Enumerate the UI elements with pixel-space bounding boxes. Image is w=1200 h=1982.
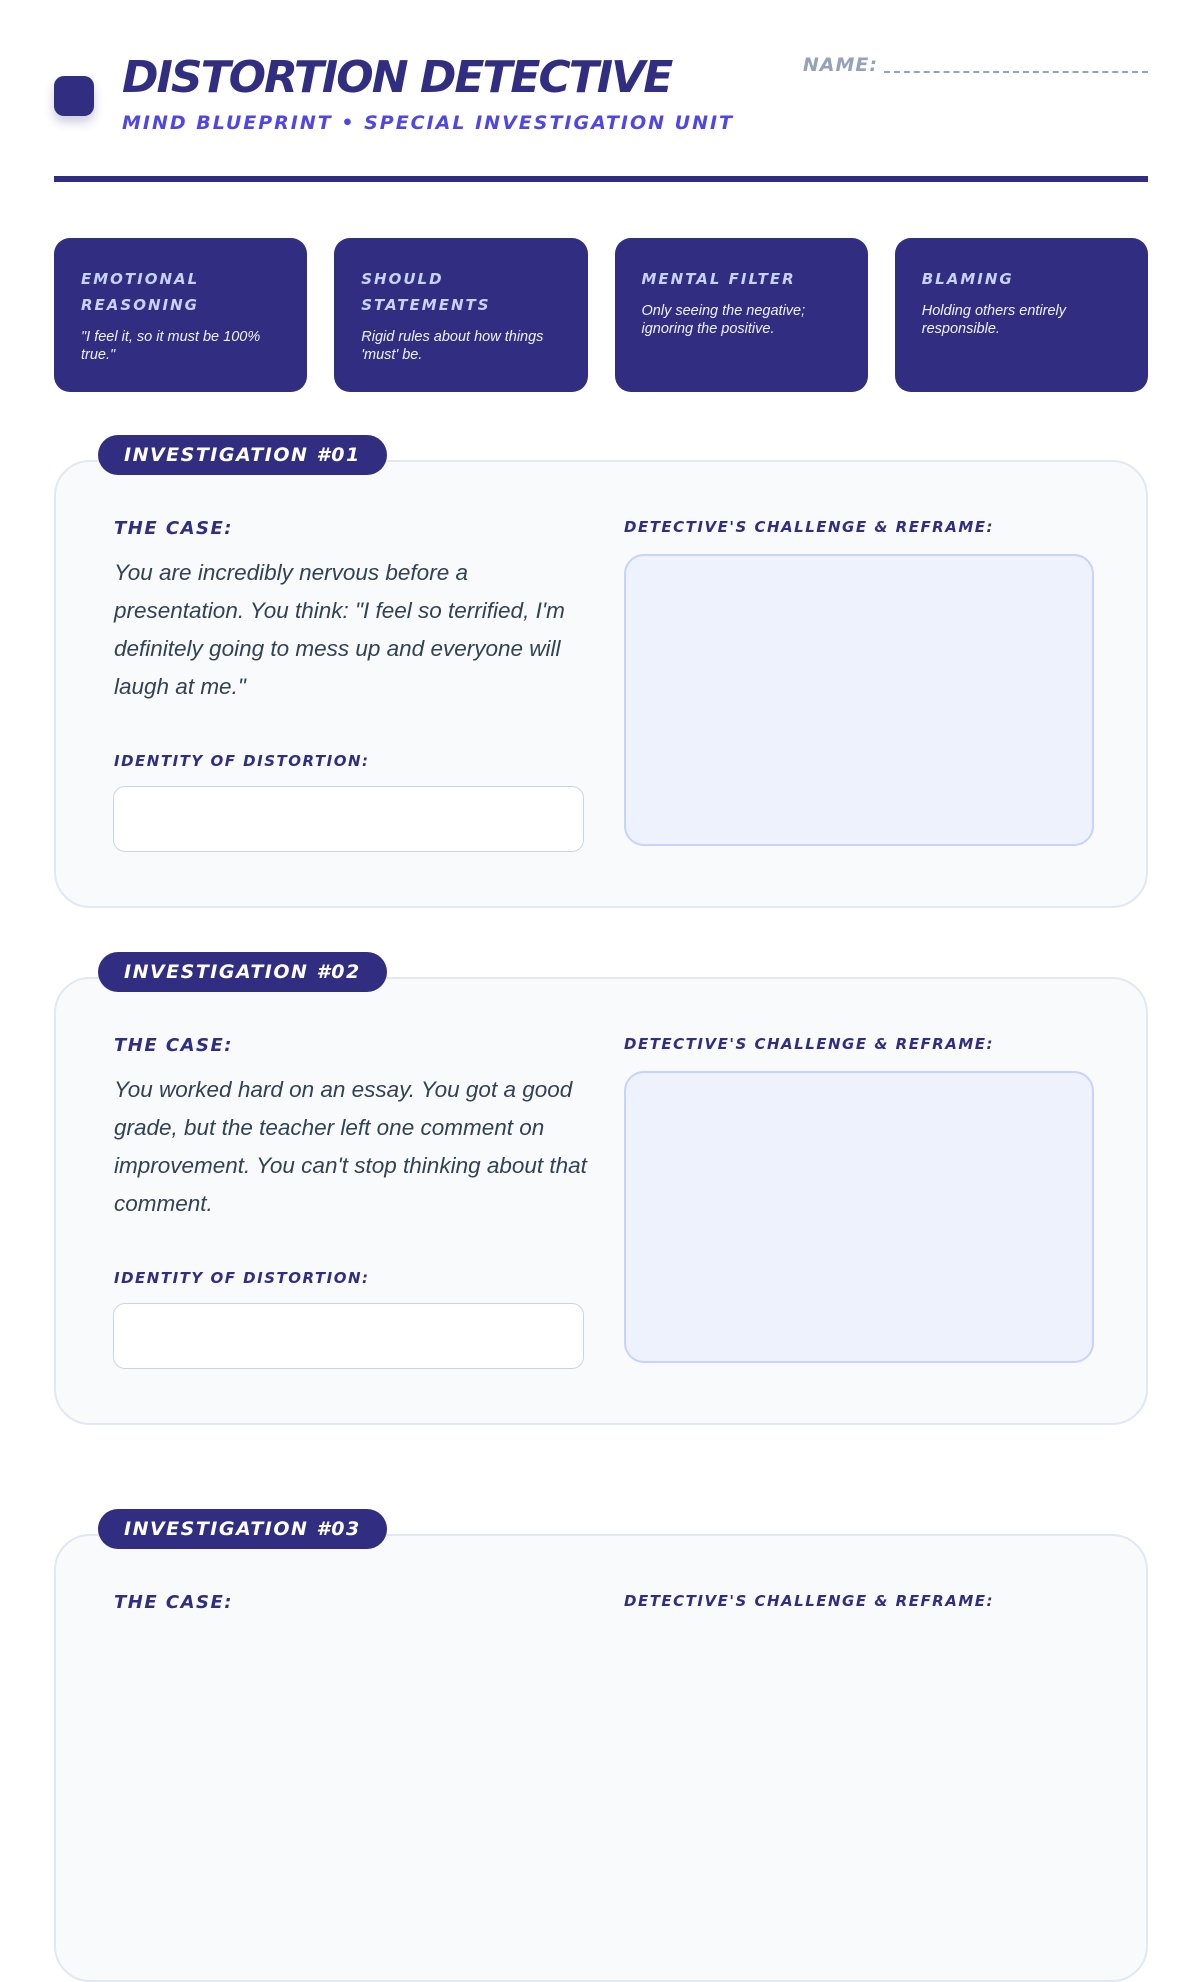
- distortion-title: SHOULD STATEMENTS: [361, 270, 491, 314]
- distortion-description: "I feel it, so it must be 100% true.": [81, 329, 261, 363]
- case-text: You are incredibly nervous before a presentation. You think: "I feel so terrified, I'm definitely going to mess up and everyone will laugh at me.": [114, 560, 565, 699]
- identity-input[interactable]: [113, 1303, 584, 1369]
- investigation-section: [54, 952, 1148, 1427]
- reframe-label: DETECTIVE'S CHALLENGE & REFRAME:: [624, 518, 995, 536]
- distortion-description: Only seeing the negative; ignoring the positive.: [641, 303, 806, 337]
- case-label: THE CASE:: [114, 1592, 234, 1613]
- case-label: THE CASE:: [114, 518, 234, 539]
- page-title: DISTORTION DETECTIVE: [122, 52, 672, 103]
- investigation-box: [54, 977, 1148, 1425]
- distortion-title: EMOTIONAL REASONING: [81, 270, 200, 314]
- investigation-section: [54, 1509, 1148, 1613]
- header-divider: [54, 176, 1148, 182]
- name-blank-line[interactable]: [884, 71, 1148, 73]
- distortion-cards: [54, 238, 1148, 392]
- distortion-card: [895, 238, 1148, 392]
- name-field[interactable]: [803, 54, 1148, 76]
- name-label: NAME:: [802, 54, 878, 76]
- reframe-textarea[interactable]: [624, 1071, 1094, 1363]
- worksheet-header: [54, 50, 1148, 184]
- investigation-badge: INVESTIGATION #03: [98, 1509, 387, 1549]
- case-label: THE CASE:: [114, 1035, 234, 1056]
- distortion-card: [615, 238, 868, 392]
- identity-input[interactable]: [113, 786, 584, 852]
- investigation-section: [54, 435, 1148, 910]
- investigation-badge: INVESTIGATION #02: [98, 952, 387, 992]
- reframe-label: DETECTIVE'S CHALLENGE & REFRAME:: [624, 1592, 995, 1610]
- logo-square-icon: [54, 76, 94, 116]
- distortion-title: MENTAL FILTER: [641, 270, 796, 288]
- identity-label: IDENTITY OF DISTORTION:: [114, 1269, 370, 1287]
- investigation-badge: INVESTIGATION #01: [98, 435, 387, 475]
- distortion-description: Rigid rules about how things 'must' be.: [361, 329, 544, 363]
- distortion-card: [54, 238, 307, 392]
- reframe-textarea[interactable]: [624, 554, 1094, 846]
- page-subtitle: MIND BLUEPRINT • SPECIAL INVESTIGATION UNIT: [122, 112, 735, 134]
- reframe-label: DETECTIVE'S CHALLENGE & REFRAME:: [624, 1035, 995, 1053]
- distortion-title: BLAMING: [921, 270, 1014, 288]
- identity-label: IDENTITY OF DISTORTION:: [114, 752, 370, 770]
- case-text: You worked hard on an essay. You got a good grade, but the teacher left one comment on improvement. You can't stop thinking about that comment.: [114, 1077, 587, 1216]
- distortion-card: [334, 238, 587, 392]
- investigation-box: [54, 460, 1148, 908]
- distortion-description: Holding others entirely responsible.: [921, 303, 1067, 337]
- investigation-box: [54, 1534, 1148, 1982]
